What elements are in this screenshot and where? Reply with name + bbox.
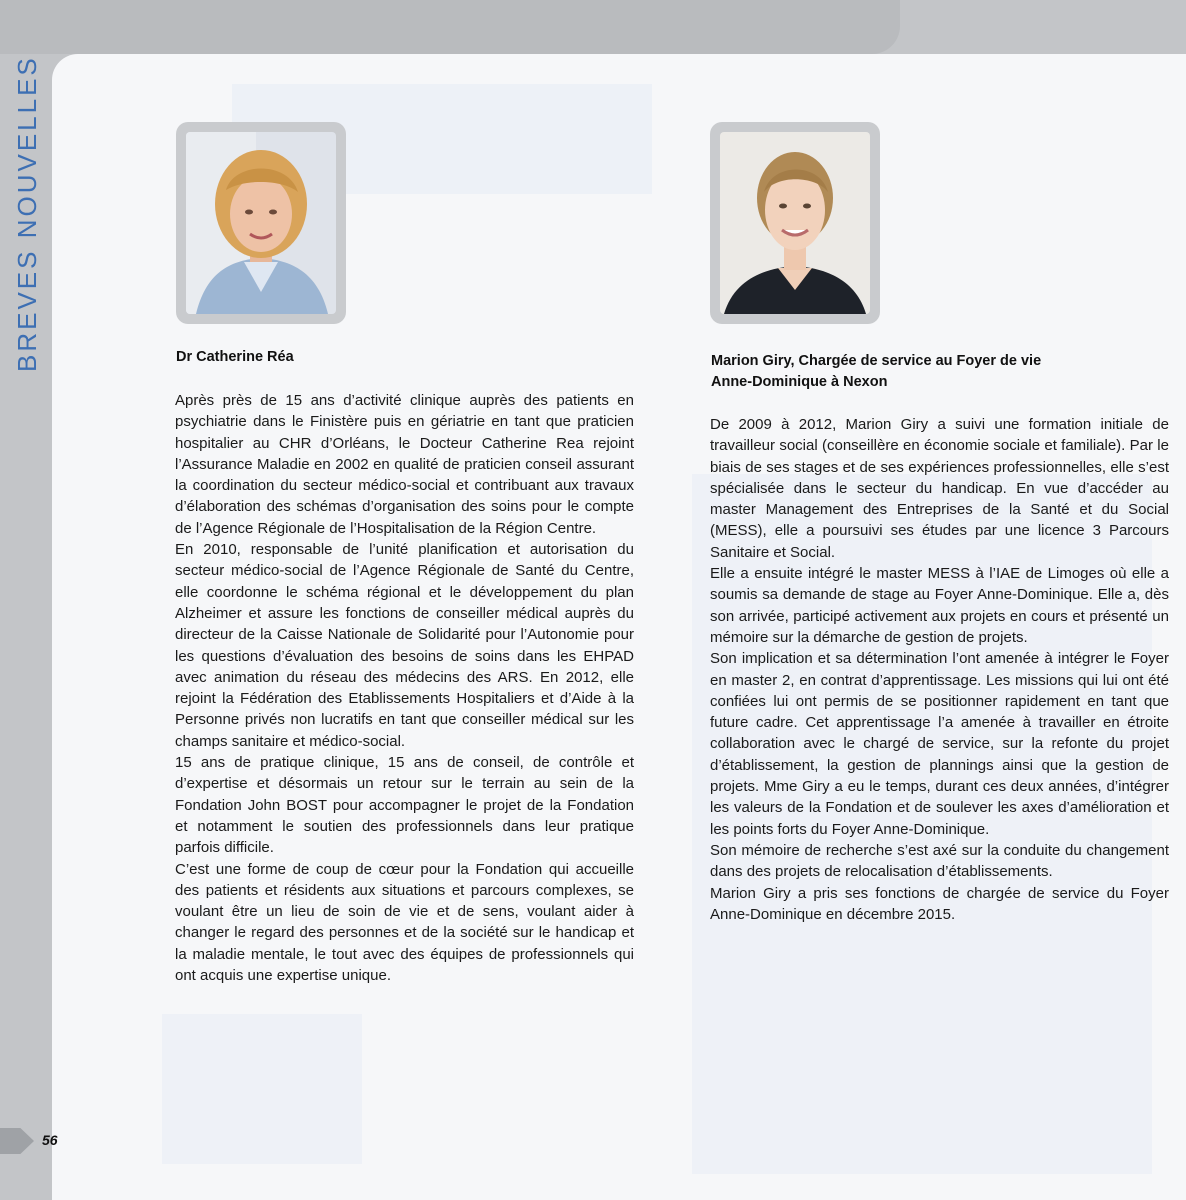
portrait-catherine-rea <box>186 132 336 314</box>
right-paragraph: Son implication et sa détermination l’ont amenée à intégrer le Foyer en master 2, en contrat d’apprentissage. Les missions qui lui ont été confiées lui ont permis de se positionner rapidement en tant que future cadre. Cet apprentissage l’a amenée à travailler en étroite collaboration avec le chargé de service, sur la refonte du projet d’établissement, la gestion de plannings ainsi que la gestion de projets. Mme Giry a eu le temps, durant ces deux années, d’intégrer les valeurs de la Fondation et de soulever les axes d’amélioration et les points forts du Foyer Anne-Dominique. <box>710 650 1169 838</box>
right-paragraph: Elle a ensuite intégré le master MESS à l’IAE de Limoges où elle a soumis sa demande de stage au Foyer Anne-Dominique. Elle a, dès son arrivée, participé activement aux projets en cours et présenté un mémoire sur la démarche de gestion de projets. <box>710 565 1169 646</box>
left-paragraph: En 2010, responsable de l’unité planification et autorisation du secteur médico-social de l’Agence Régionale de Santé du Centre, elle coordonne le schéma régional et le développement du plan Alzheimer et assure les fonctions de conseiller médical auprès du directeur de la Caisse Nationale de Solidarité pour l’Autonomie pour les questions d’évaluation des besoins de soins dans les EHPAD avec animation du réseau des médecins des ARS. En 2012, elle rejoint la Fédération des Etablissements Hospitaliers et d’Aide à la Personne privés non lucratifs en tant que conseiller médical sur les champs sanitaire et médico-social. <box>175 541 634 750</box>
page-number: 56 <box>42 1132 58 1148</box>
portrait-catherine-rea-image <box>186 132 336 314</box>
left-paragraph: C’est une forme de coup de cœur pour la Fondation qui accueille des patients et résidents aux situations et parcours complexes, se voulant être un lieu de soin de vie et de sens, voulant aider à changer le regard des personnes et de la société sur le handicap et la maladie mentale, le tout avec des équipes de professionnels qui ont acquis une expertise unique. <box>175 860 634 985</box>
right-paragraph: Son mémoire de recherche s’est axé sur la conduite du changement dans des projets de relocalisation d’établissements. <box>710 841 1169 881</box>
left-person-name: Dr Catherine Réa <box>176 349 294 365</box>
portrait-marion-giry-image <box>720 132 870 314</box>
left-paragraph: Après près de 15 ans d’activité clinique auprès des patients en psychiatrie dans le Finistère puis en gériatrie en tant que praticien hospitalier au CHR d’Orléans, le Docteur Catherine Rea rejoint l’Assurance Maladie en 2002 en qualité de praticien conseil assurant la coordination du secteur médico-social et contribuant aux travaux d’élaboration des schémas d’organisation des soins pour le compte de l’Agence Régionale de l’Hospitalisation de la Région Centre. <box>175 392 634 537</box>
right-person-name <box>711 351 1041 393</box>
section-label-text: BREVES NOUVELLES <box>12 55 42 372</box>
right-person-name-line1: Marion Giry, Chargée de service au Foyer de vie <box>711 353 1042 369</box>
right-paragraph: De 2009 à 2012, Marion Giry a suivi une formation initiale de travailleur social (conseillère en économie sociale et familiale). Par le biais de ses stages et de ses expériences professionnelles, elle s’est spécialisée dans le secteur du handicap. En vue d’accéder au master Management des Entreprises de la Santé et du Social (MESS), elle a poursuivi ses études par une licence 3 Parcours Sanitaire et Social. <box>710 416 1169 561</box>
portrait-marion-giry <box>720 132 870 314</box>
background-bleed <box>162 1014 362 1164</box>
right-paragraph: Marion Giry a pris ses fonctions de chargée de service du Foyer Anne-Dominique en décembre 2015. <box>710 884 1169 923</box>
left-text-column <box>175 390 634 986</box>
right-person-name-line2: Anne-Dominique à Nexon <box>711 374 888 390</box>
photo-frame-catherine-rea <box>176 122 346 324</box>
right-text-column <box>710 414 1169 925</box>
section-label <box>8 55 48 378</box>
top-band <box>0 0 900 54</box>
left-paragraph: 15 ans de pratique clinique, 15 ans de conseil, de contrôle et d’expertise et désormais un retour sur le terrain au sein de la Fondation John BOST pour accompagner le projet de la Fondation et notamment le soutien des professionnels dans leur pratique parfois difficile. <box>175 754 634 857</box>
photo-frame-marion-giry <box>710 122 880 324</box>
page-number-tab <box>0 1128 34 1154</box>
